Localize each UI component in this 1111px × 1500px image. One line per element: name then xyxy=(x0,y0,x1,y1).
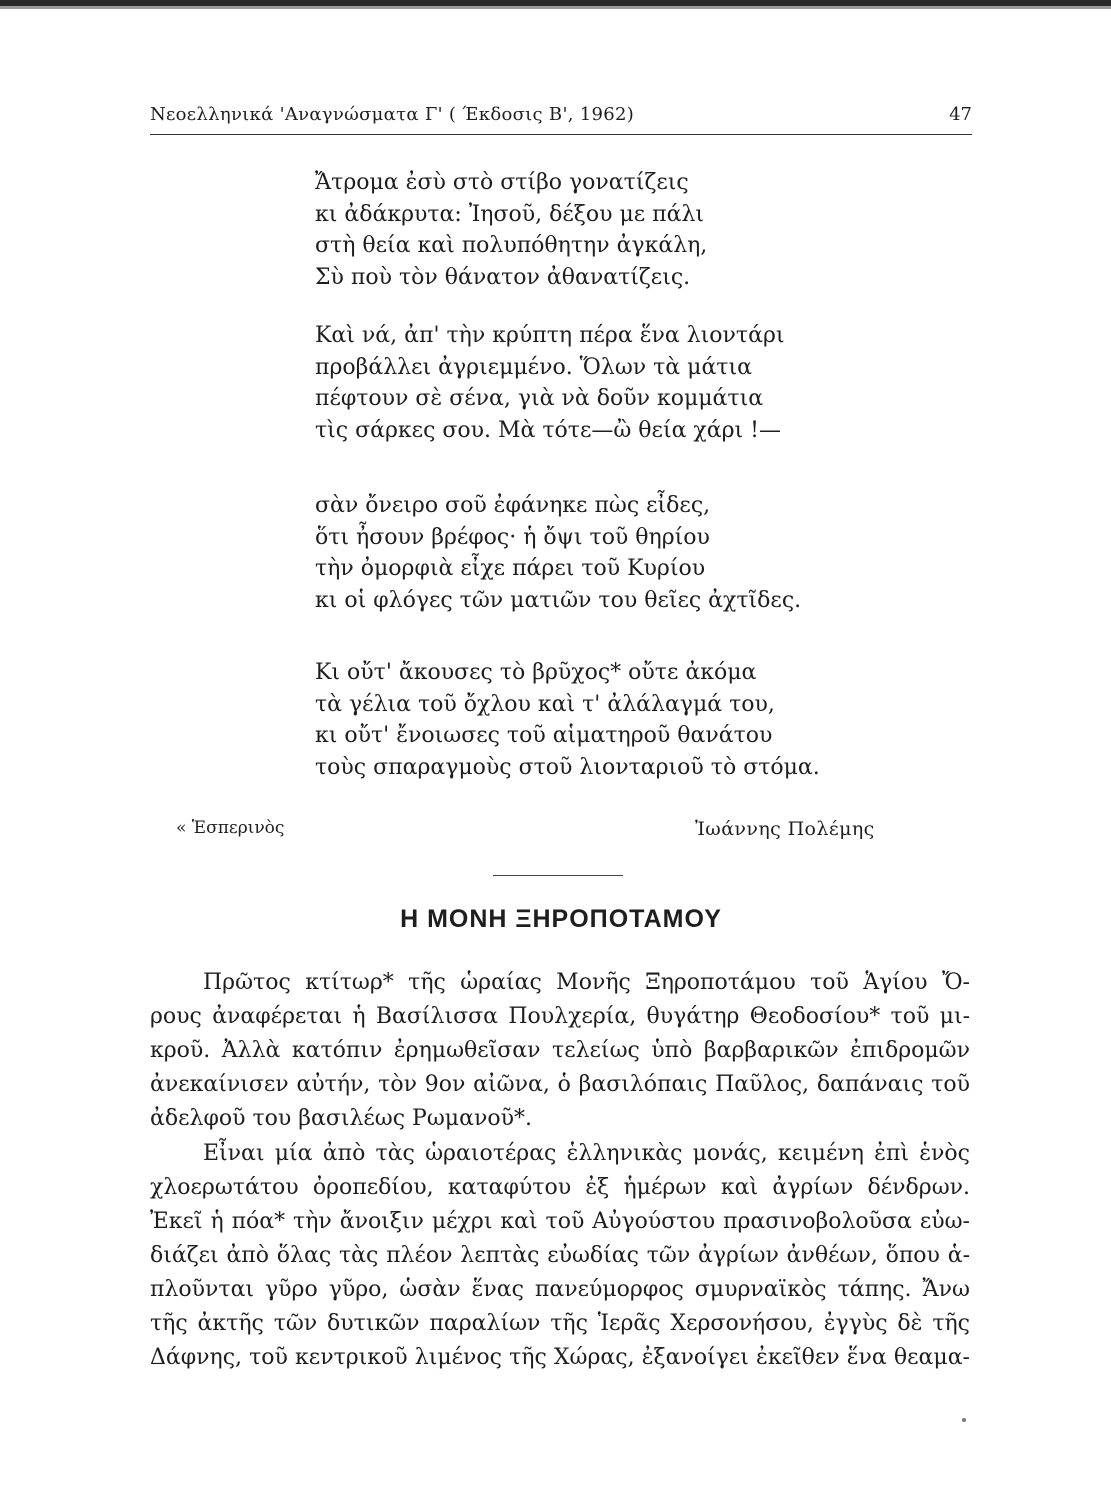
section-title: Η ΜΟΝΗ ΞΗΡΟΠΟΤΑΜΟΥ xyxy=(400,905,722,933)
text-line: χλοερωτάτου ὀροπεδίου, καταφύτου ἐξ ἡμέρων καὶ ἀγρίων δένδρων. xyxy=(150,1175,970,1200)
poem-line: κι ἀδάκρυτα: Ἰησοῦ, δέξου με πάλι xyxy=(315,201,705,227)
text-line: ἀδελφοῦ του βασιλέως Ρωμανοῦ*. xyxy=(150,1106,532,1131)
running-title: Νεοελληνικά 'Αναγνώσματα Γ' ( Έκδοσις Β', 1962) xyxy=(150,104,635,125)
poem-line: σὰν ὄνειρο σοῦ ἐφάνηκε πὼς εἶδες, xyxy=(315,493,711,518)
poem-stanza xyxy=(315,657,820,783)
poem-author: Ἰωάννης Πολέμης xyxy=(695,818,875,840)
poem-stanza xyxy=(315,320,785,446)
section-divider xyxy=(493,875,623,876)
poem-line: στὴ θεία καὶ πολυπόθητην ἀγκάλη, xyxy=(315,233,708,258)
scan-top-shadow xyxy=(0,6,1111,9)
poem-line: κι οἱ φλόγες τῶν ματιῶν του θεῖες ἀχτῖδες. xyxy=(315,587,802,613)
text-line: ρους ἀναφέρεται ἡ Βασίλισσα Πουλχερία, θυγάτηρ Θεοδοσίου* τοῦ μι- xyxy=(150,1004,970,1029)
text-line: κροῦ. Ἀλλὰ κατόπιν ἐρημωθεῖσαν τελείως ὑπὸ βαρβαρικῶν ἐπιδρομῶν xyxy=(150,1038,970,1063)
poem-line: κι οὔτ' ἔνοιωσες τοῦ αἱματηροῦ θανάτου xyxy=(315,723,773,748)
poem-line: τοὺς σπαραγμοὺς στοῦ λιονταριοῦ τὸ στόμα. xyxy=(315,754,820,780)
scan-speck xyxy=(962,1418,966,1422)
text-line: διάζει ἀπὸ ὅλας τὰς πλέον λεπτὰς εὐωδίας τῶν ἀγρίων ἀνθέων, ὅπου ἁ- xyxy=(150,1243,970,1268)
poem-line: Καὶ νά, ἀπ' τὴν κρύπτη πέρα ἕνα λιοντάρι xyxy=(315,323,785,348)
poem-line: τὴν ὀμορφιὰ εἶχε πάρει τοῦ Κυρίου xyxy=(315,556,706,581)
poem-stanza xyxy=(315,490,801,616)
text-line: ἀνεκαίνισεν αὐτήν, τὸν 9ον αἰῶνα, ὁ βασιλόπαις Παῦλος, δαπάναις τοῦ xyxy=(150,1072,970,1097)
poem-source: « Ἑσπερινὸς xyxy=(176,818,285,838)
poem-line: Σὺ ποὺ τὸν θάνατον ἀθανατίζεις. xyxy=(315,264,691,290)
paragraph xyxy=(150,966,970,1136)
text-line: τῆς ἀκτῆς τῶν δυτικῶν παραλίων τῆς Ἱερᾶς Χερσονήσου, ἐγγὺς δὲ τῆς xyxy=(150,1311,970,1336)
text-line: Εἶναι μία ἀπὸ τὰς ὡραιοτέρας ἑλληνικὰς μονάς, κειμένη ἐπὶ ἑνὸς xyxy=(203,1141,970,1166)
poem-line: προβάλλει ἀγριεμμένο. Ὅλων τὰ μάτια xyxy=(315,354,752,380)
page-number: 47 xyxy=(949,104,972,125)
text-line: πλοῦνται γῦρο γῦρο, ὡσὰν ἕνας πανεύμορφος σμυρναϊκὸς τάπης. Ἄνω xyxy=(150,1277,970,1302)
poem-line: πέφτουν σὲ σένα, γιὰ νὰ δοῦν κομμάτια xyxy=(315,386,764,411)
poem-line: τὶς σάρκες σου. Μὰ τότε—ὢ θεία χάρι !— xyxy=(315,417,781,443)
text-line: Πρῶτος κτίτωρ* τῆς ὡραίας Μονῆς Ξηροποτάμου τοῦ Ἁγίου Ὄ- xyxy=(203,970,970,995)
poem-line: Ἄτρομα ἐσὺ στὸ στίβο γονατίζεις xyxy=(315,170,689,195)
poem-stanza xyxy=(315,167,707,293)
poem-line: Κι οὔτ' ἄκουσες τὸ βρῦχος* οὔτε ἀκόμα xyxy=(315,660,757,685)
text-line: Δάφνης, τοῦ κεντρικοῦ λιμένος τῆς Χώρας, ἐξανοίγει ἐκεῖθεν ἕνα θεαμα- xyxy=(150,1345,970,1370)
page-header xyxy=(150,100,972,135)
paragraph xyxy=(150,1137,970,1375)
text-line: Ἐκεῖ ἡ πόα* τὴν ἄνοιξιν μέχρι καὶ τοῦ Αὐγούστου πρασινοβολοῦσα εὐω- xyxy=(150,1209,970,1234)
poem-line: ὅτι ἦσουν βρέφος· ἡ ὄψι τοῦ θηρίου xyxy=(315,524,710,550)
poem-line: τὰ γέλια τοῦ ὄχλου καὶ τ' ἀλάλαγμά του, xyxy=(315,691,775,717)
